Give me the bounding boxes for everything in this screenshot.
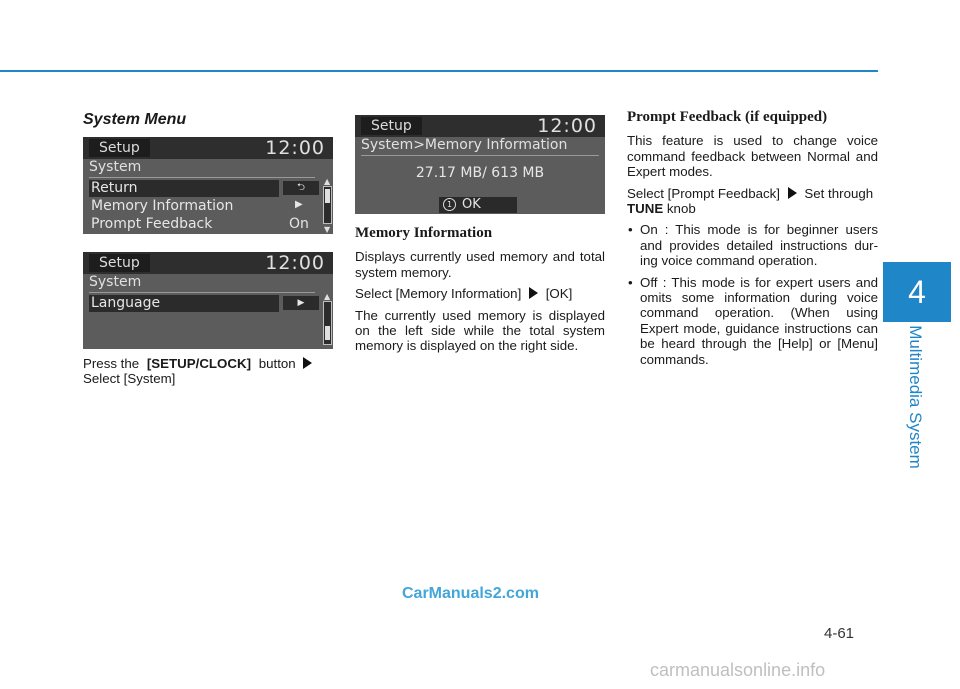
screen-subtitle: System [89, 159, 142, 175]
ok-button[interactable] [439, 197, 517, 213]
section-heading: Prompt Feedback (if equipped) [627, 109, 828, 125]
paragraph: The currently used memory is displayed on the left side while the total system memory is displayed on the right side. [355, 307, 605, 354]
tune-knob-label: TUNE [627, 201, 664, 217]
screen-system-menu [83, 137, 333, 234]
left-instruction [83, 356, 333, 387]
arrow-right-icon [529, 287, 538, 299]
paragraph-text: [OK] [545, 286, 573, 302]
screen-clock: 12:00 [537, 115, 597, 137]
screen-memory-information [355, 115, 605, 214]
memory-readout: 27.17 MB/ 613 MB [415, 165, 545, 181]
section-heading: System Menu [83, 111, 187, 128]
menu-item-prompt-feedback[interactable] [89, 216, 251, 233]
back-arrow-icon[interactable]: ⮌ [283, 181, 319, 195]
paragraph-text: Select [Prompt Feedback] [627, 185, 780, 201]
screen-subtitle: System [89, 274, 142, 290]
menu-item-memory-information[interactable] [89, 198, 279, 215]
chapter-tab [883, 262, 951, 322]
screen-system-language [83, 252, 333, 349]
play-triangle-icon[interactable]: ▶ [283, 296, 319, 310]
section-heading: Memory Information [355, 225, 493, 241]
play-triangle-icon: ▶ [295, 199, 303, 210]
menu-item-label: Return [91, 180, 138, 196]
instruction-next: Select [System] [83, 371, 176, 387]
screen-divider [89, 292, 315, 293]
page-number: 4-61 [824, 625, 855, 642]
screen-header [83, 252, 333, 274]
prompt-feedback-value: On [289, 216, 309, 232]
screen-divider [89, 177, 315, 178]
instruction-pre: Press the [83, 356, 140, 371]
menu-item-return[interactable] [89, 180, 279, 197]
screen-tab: Setup [89, 254, 150, 272]
ok-label: OK [462, 197, 481, 212]
chapter-title: Multimedia System [906, 325, 925, 469]
menu-item-label: Prompt Feedback [91, 216, 213, 232]
paragraph: Displays currently used memory and total system memory. [355, 249, 605, 280]
paragraph [355, 286, 605, 301]
bullet-list [627, 222, 878, 367]
screen-clock: 12:00 [265, 252, 325, 274]
watermark-bottom[interactable]: carmanualsonline.info [650, 660, 826, 680]
menu-item-language[interactable] [89, 295, 279, 312]
scroll-up-icon[interactable]: ▲ [324, 292, 331, 301]
scroll-up-icon[interactable]: ▲ [324, 177, 331, 186]
list-item: • Off : This mode is for expert users and omits some information during voice command operation. (When using Expert mode, guidance instructions can be heard through the [Help] or [Menu] commands. [627, 275, 878, 367]
scrollbar-thumb[interactable] [325, 189, 330, 203]
arrow-right-icon [788, 187, 797, 199]
scrollbar-thumb[interactable] [325, 326, 330, 340]
watermark-top[interactable]: CarManuals2.com [402, 585, 539, 602]
setup-clock-button-label: [SETUP/CLOCK] [146, 356, 252, 371]
menu-item-label: Language [91, 295, 161, 311]
arrow-right-icon [303, 357, 312, 369]
screen-header [355, 115, 605, 137]
top-rule [0, 70, 878, 72]
scroll-down-icon[interactable]: ▼ [324, 225, 331, 234]
paragraph-text: Select [Memory Information] [355, 286, 522, 302]
chapter-title-vertical [895, 322, 935, 472]
left-column [83, 112, 333, 127]
right-column [627, 110, 878, 373]
scrollbar[interactable] [323, 186, 332, 224]
screen-header [83, 137, 333, 159]
screen-subtitle: System>Memory Information [361, 137, 568, 153]
paragraph: This feature is used to change voice command feedback between Normal and Expert modes. [627, 133, 878, 180]
paragraph [627, 186, 878, 217]
chapter-number: 4 [908, 274, 926, 310]
paragraph-text: knob [666, 201, 696, 217]
instruction-post: button [258, 356, 296, 371]
scrollbar[interactable] [323, 301, 332, 345]
screen-divider [361, 155, 599, 156]
screen-tab: Setup [89, 139, 150, 157]
paragraph-text: Set through [804, 185, 874, 201]
menu-item-label: Memory Information [91, 198, 234, 214]
instruction-line [83, 356, 333, 387]
middle-column [355, 226, 605, 360]
ok-number: 1 [443, 198, 456, 211]
list-item: • On : This mode is for beginner users and provides detailed instructions dur-ing voice command operation. [627, 222, 878, 268]
screen-clock: 12:00 [265, 137, 325, 159]
screen-tab: Setup [361, 117, 422, 135]
